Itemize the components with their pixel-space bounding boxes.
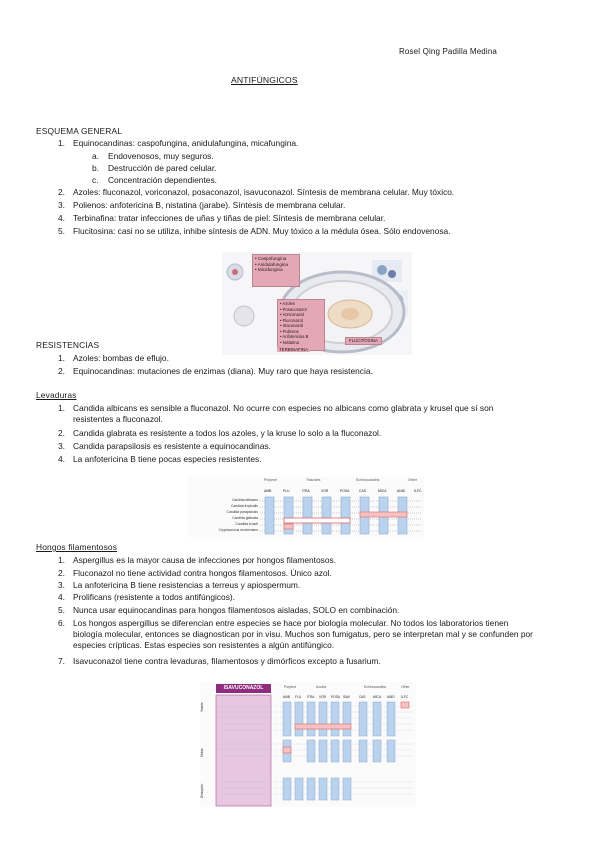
list-item: Candida glabrata es resistente a todos los azoles, y la kruse lo solo a la fluconazol.	[73, 428, 382, 438]
section-heading-levaduras: Levaduras	[36, 390, 77, 400]
list-item: Azoles: bombas de eflujo.	[73, 353, 169, 363]
list-item: Destrucción de pared celular.	[108, 163, 217, 173]
list-item: Candida albicans es sensible a fluconazol. No ocurre con especies no albicans como glabrata y krusel que sí son resistentes a fluconazol.	[73, 403, 494, 424]
section-heading-esquema: ESQUEMA GENERAL	[36, 126, 123, 136]
list-item: Azoles: fluconazol, voriconazol, posaconazol, isavuconazol. Síntesis de membrana celular. Muy tóxico.	[73, 187, 455, 197]
isavuconazol-grid	[200, 682, 416, 807]
list-item: Isavuconazol tiene contra levaduras, filamentosos y dimórficos excepto a fusarium.	[73, 656, 381, 666]
echinocandin-box: • Caspofungina • Anidulafungina • Micafungina	[252, 254, 300, 287]
yeast-susceptibility-figure: Polyene Triazoles Echinocandins Other AMB FLU ITRA VOR POSA CAS MICA ANID 5-FC Candida albicans Candida tropicalis Candida parapsilosis Candida glabrata Candida krusei Cryptococcus neoformans	[188, 477, 424, 537]
page-title: ANTIFÚNGICOS	[231, 75, 298, 85]
isavuconazol-spectrum-figure: ISAVUCONAZOL Polyene Azoles Echinocandins Other AMB FLU ITRA VOR POSA ISAV CAS MICA ANID 5-FC Yeasts Molds Dimorphic	[200, 682, 416, 807]
yeast-susceptibility-grid	[188, 477, 424, 537]
list-item: Concentración dependientes.	[108, 175, 217, 185]
section-heading-resistencias: RESISTENCIAS	[36, 340, 100, 350]
antifungal-targets-figure	[222, 252, 412, 355]
section-heading-hongos: Hongos filamentosos	[36, 542, 118, 552]
list-item: Nunca usar equinocandinas para hongos filamentosos aisladas, SOLO en combinación.	[73, 605, 400, 615]
list-item: Prolificans (resistente a todos antifúngicos).	[73, 592, 235, 602]
terbinafine-label: TERBINAFINA	[279, 347, 309, 352]
list-item: Terbinafina: tratar infecciones de uñas y tiñas de piel: Síntesis de membrana celular.	[73, 213, 386, 223]
author-name: Rosel Qing Padilla Medina	[399, 47, 498, 56]
list-item: Flucitosina: casi no se utiliza, inhibe síntesis de ADN. Muy tóxico a la médula ósea. Sólo endovenosa.	[73, 226, 451, 236]
list-item: Fluconazol no tiene actividad contra hongos filamentosos. Único azol.	[73, 568, 332, 578]
list-item: Candida parapsilosis es resistente a equinocandinas.	[73, 441, 271, 451]
list-item: Equinocandinas: caspofungina, anidulafungina, micafungina.	[73, 138, 299, 148]
flucytosine-label: FLUCITOSINA	[345, 337, 382, 345]
list-item: Aspergillus es la mayor causa de infecciones por hongos filamentosos.	[73, 555, 337, 565]
isavuconazol-badge: ISAVUCONAZOL	[216, 684, 271, 693]
azole-polyene-box: • Azoles • Posaconazol • Voriconazol • Fluconazol • Itraconazol • Polienos • Anfotericina B • Nistatina	[277, 299, 325, 351]
list-item: Los hongos aspergillus se diferencian entre especies se hace por biología molecular. No todos los laboratorios tienen biología molecular, entonces se diagnostican por in visu. Muchos son fumigatus, pero se interpretan mal y se confunden por especies crípticas. Estas especies son resistentes a algún antifúngico.	[73, 618, 533, 650]
list-item: Endovenosos, muy seguros.	[108, 151, 214, 161]
list-item: La anfotericina B tiene resistencias a terreus y apiospermum.	[73, 580, 301, 590]
list-item: Equinocandinas: mutaciones de enzimas (diana). Muy raro que haya resistencia.	[73, 366, 373, 376]
list-item: Polienos: anfotericina B, nistatina (jarabe). Síntesis de membrana celular.	[73, 200, 346, 210]
list-item: La anfotericina B tiene pocas especies resistentes.	[73, 454, 262, 464]
